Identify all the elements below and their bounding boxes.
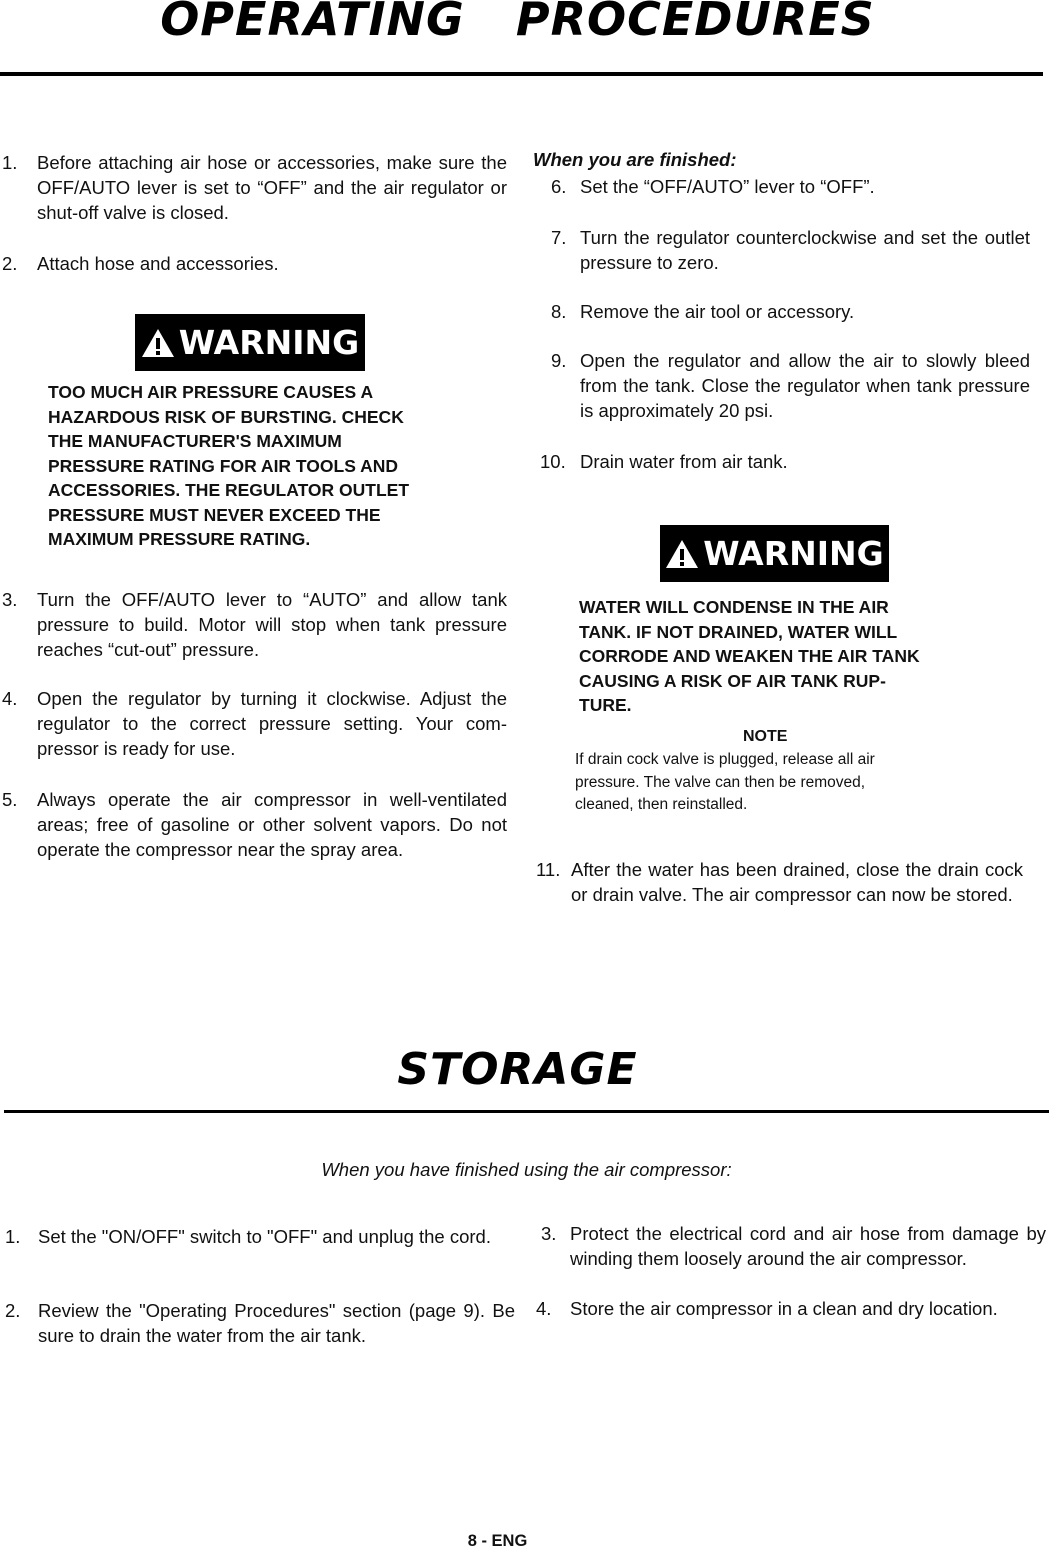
item-number: 9.: [551, 350, 567, 371]
page-title: OPERATING PROCEDURES: [160, 0, 875, 46]
storage-divider: [4, 1110, 1049, 1113]
item-text: Store the air compressor in a clean and dry location.: [570, 1298, 998, 1319]
item-number: 10.: [540, 451, 566, 472]
item-number: 2.: [5, 1300, 21, 1321]
warning-label: WARNING: [178, 323, 360, 362]
item-text: Open the regulator and allow the air to slowly bleed from the tank. Close the regulator when tank pressure is approximately 20 psi.: [580, 350, 1030, 421]
warning-text: TOO MUCH AIR PRESSURE CAUSES A HAZARDOUS RISK OF BURSTING. CHECK THE MANUFACTURER'S MAXIMUM PRESSURE RATING FOR AIR TOOLS AND ACCESSORIES. THE REGULATOR OUTLET PRESSURE MUST NEVER EXCEED THE MAXIMUM PRESSURE RATING.: [48, 382, 410, 549]
title-divider: [0, 72, 1043, 76]
item-number: 1.: [5, 1226, 21, 1247]
warning-badge: [135, 314, 365, 371]
storage-title: STORAGE: [397, 1044, 638, 1095]
warning-triangle-icon: [141, 328, 175, 358]
item-number: 8.: [551, 301, 567, 322]
item-number: 11.: [536, 859, 561, 880]
item-text: Before attaching air hose or accessories, make sure the OFF/AUTO lever is set to “OFF” and the air regulator or shut-off valve is closed.: [37, 152, 507, 223]
item-text: Turn the regulator counterclockwise and set the outlet pressure to zero.: [580, 227, 1030, 273]
finished-heading: When you are finished:: [533, 149, 737, 170]
note-title: NOTE: [743, 728, 788, 745]
item-number: 4.: [536, 1298, 552, 1319]
item-number: 1.: [2, 152, 18, 173]
warning-triangle-icon: [665, 539, 699, 569]
page-number: 8 - ENG: [467, 1532, 528, 1550]
item-text: Turn the OFF/AUTO lever to “AUTO” and allow tank pressure to build. Motor will stop when tank pressure reaches “cut-out” pressure.: [37, 589, 507, 660]
item-text: Drain water from air tank.: [580, 451, 788, 472]
item-number: 4.: [2, 688, 18, 709]
warning-label: WARNING: [703, 534, 884, 573]
warning-badge: [660, 525, 889, 582]
item-number: 2.: [2, 253, 18, 274]
storage-intro: When you have finished using the air compressor:: [321, 1159, 732, 1180]
warning-text: WATER WILL CONDENSE IN THE AIR TANK. IF NOT DRAINED, WATER WILL CORRODE AND WEAKEN THE AIR TANK CAUSING A RISK OF AIR TANK RUP- TURE.: [579, 597, 920, 715]
item-text: Protect the electrical cord and air hose from damage by winding them loosely around the air compressor.: [570, 1223, 1046, 1269]
item-number: 5.: [2, 789, 18, 810]
item-text: Remove the air tool or accessory.: [580, 301, 855, 322]
item-text: Review the "Operating Procedures" section (page 9). Be sure to drain the water from the air tank.: [38, 1300, 515, 1346]
item-text: Attach hose and accessories.: [37, 253, 279, 274]
item-text: Always operate the air compressor in well-ventilated areas; free of gasoline or other solvent vapors. Do not operate the compressor near the spray area.: [37, 789, 507, 860]
item-text: Open the regulator by turning it clockwise. Adjust the regulator to the correct pressure setting. Your com-pressor is ready for use.: [37, 688, 507, 759]
note-text: If drain cock valve is plugged, release all air pressure. The valve can then be removed, cleaned, then reinstalled.: [575, 751, 875, 813]
item-text: Set the "ON/OFF" switch to "OFF" and unplug the cord.: [38, 1226, 491, 1247]
item-number: 3.: [541, 1223, 557, 1244]
item-number: 7.: [551, 227, 567, 248]
item-number: 3.: [2, 589, 18, 610]
item-text: After the water has been drained, close the drain cock or drain valve. The air compressor can now be stored.: [571, 859, 1023, 905]
item-text: Set the “OFF/AUTO” lever to “OFF”.: [580, 176, 875, 197]
item-number: 6.: [551, 176, 567, 197]
